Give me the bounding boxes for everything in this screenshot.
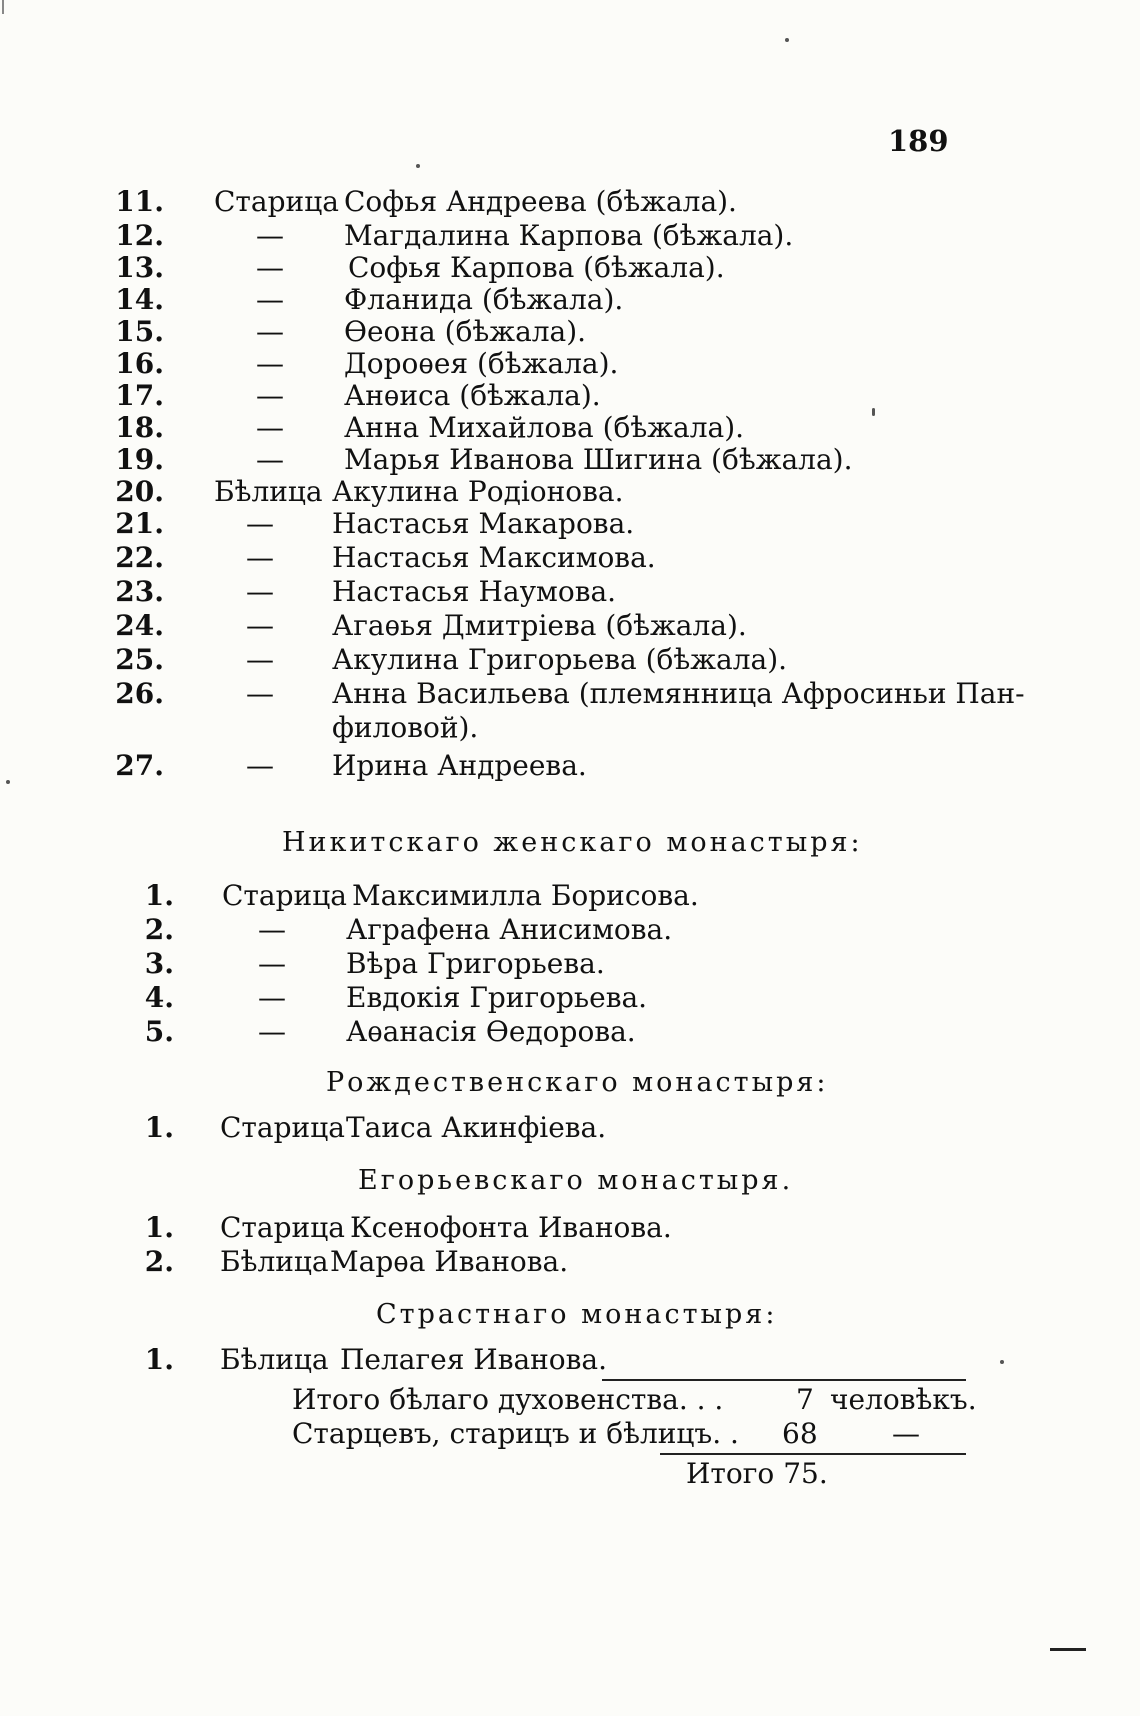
item-name: Анна Михайлова (бѣжала).	[344, 411, 745, 444]
item-name: Софья Андреева (бѣжала).	[344, 185, 737, 218]
monastics-count: 68	[782, 1417, 818, 1450]
list-item	[100, 284, 1000, 316]
item-rank: Старица	[220, 1111, 345, 1144]
item-rank: Старица	[220, 1211, 345, 1244]
list-item	[100, 476, 1000, 508]
item-number: 23.	[115, 575, 164, 608]
item-rank: —	[256, 251, 284, 284]
list-item-continuation	[100, 712, 1000, 744]
list-item	[100, 412, 1000, 444]
item-number: 5.	[144, 1015, 174, 1048]
item-name: Таиса Акинфіева.	[346, 1111, 607, 1144]
section-heading: Егорьевскаго монастыря.	[358, 1165, 794, 1196]
item-rank: —	[258, 1015, 286, 1048]
item-name: Ирина Андреева.	[332, 749, 587, 782]
list-item	[100, 576, 1000, 608]
list-item	[110, 880, 1010, 912]
item-number: 11.	[115, 185, 164, 218]
list-item	[100, 508, 1000, 540]
item-name: Фланида (бѣжала).	[344, 283, 624, 316]
item-number: 27.	[115, 749, 164, 782]
item-name: Ксенофонта Иванова.	[350, 1211, 672, 1244]
list-item	[110, 1344, 1010, 1376]
list-item	[100, 316, 1000, 348]
item-number: 18.	[115, 411, 164, 444]
totals-top-rule	[602, 1379, 966, 1381]
list-item	[110, 1212, 1010, 1244]
item-rank: —	[246, 749, 274, 782]
item-name: Аграфена Анисимова.	[346, 913, 673, 946]
item-number: 2.	[144, 913, 174, 946]
item-number: 24.	[115, 609, 164, 642]
item-number: 4.	[144, 981, 174, 1014]
grand-total: Итого 75.	[686, 1457, 828, 1490]
list-item	[110, 1246, 1010, 1278]
item-name: Дороѳея (бѣжала).	[344, 347, 619, 380]
item-name: Евдокія Григорьева.	[346, 981, 648, 1014]
item-rank: —	[246, 575, 274, 608]
item-rank: Бѣлица	[220, 1245, 329, 1278]
monastics-unit: —	[892, 1417, 920, 1450]
item-name: Агаѳья Дмитріева (бѣжала).	[332, 609, 747, 642]
item-rank: Старица	[222, 879, 347, 912]
scan-speck	[785, 38, 789, 42]
item-rank: Бѣлица	[214, 475, 323, 508]
page-number: 189	[888, 124, 949, 158]
section-heading: Страстнаго монастыря:	[376, 1299, 778, 1330]
item-name: Магдалина Карпова (бѣжала).	[344, 219, 794, 252]
item-rank: Бѣлица	[220, 1343, 329, 1376]
item-rank: —	[256, 411, 284, 444]
scan-edge-mark	[2, 0, 4, 14]
item-number: 1.	[144, 1211, 174, 1244]
item-name: филовой).	[332, 711, 479, 744]
item-rank: —	[258, 981, 286, 1014]
list-item	[110, 914, 1010, 946]
item-name: Ѳеона (бѣжала).	[344, 315, 587, 348]
item-rank: —	[256, 379, 284, 412]
item-number: 1.	[144, 1343, 174, 1376]
item-name: Максимилла Борисова.	[352, 879, 699, 912]
list-item	[100, 677, 1025, 710]
item-rank: —	[256, 443, 284, 476]
item-name: Марья Иванова Шигина (бѣжала).	[344, 443, 853, 476]
scan-dash-mark	[1050, 1648, 1086, 1651]
item-name: Акулина Родіонова.	[332, 475, 624, 508]
white-clergy-unit: человѣкъ.	[830, 1383, 977, 1416]
item-number: 22.	[115, 541, 164, 574]
list-item	[110, 982, 1010, 1014]
list-item	[100, 220, 1000, 252]
list-item	[100, 252, 1000, 284]
item-name: Анѳиса (бѣжала).	[344, 379, 601, 412]
item-name: Акулина Григорьева (бѣжала).	[332, 643, 788, 676]
item-number: 20.	[115, 475, 164, 508]
item-rank: —	[246, 609, 274, 642]
item-name: Вѣра Григорьева.	[346, 947, 605, 980]
item-name: Настасья Наумова.	[332, 575, 617, 608]
list-item	[100, 750, 1000, 782]
list-item	[100, 186, 1000, 218]
item-number: 1.	[144, 1111, 174, 1144]
item-number: 1.	[144, 879, 174, 912]
section-heading: Рождественскаго монастыря:	[326, 1067, 829, 1098]
monastics-label: Старцевъ, старицъ и бѣлицъ. .	[292, 1417, 739, 1450]
list-item	[100, 380, 1000, 412]
list-item	[110, 1112, 1010, 1144]
list-item	[110, 1016, 1010, 1048]
item-rank: —	[246, 677, 274, 710]
item-rank: —	[256, 219, 284, 252]
item-name: Анна Васильева (племянница Афросиньи Пан-	[332, 677, 1025, 710]
item-rank: —	[256, 283, 284, 316]
item-number: 17.	[115, 379, 164, 412]
item-rank: —	[246, 507, 274, 540]
item-number: 21.	[115, 507, 164, 540]
item-number: 12.	[115, 219, 164, 252]
scan-speck	[416, 164, 420, 168]
white-clergy-total	[292, 1383, 977, 1416]
list-item	[100, 444, 1000, 476]
list-item	[100, 610, 1000, 642]
item-number: 2.	[144, 1245, 174, 1278]
item-rank: —	[256, 347, 284, 380]
item-name: Аѳанасія Ѳедорова.	[346, 1015, 636, 1048]
item-name: Пелагея Иванова.	[340, 1343, 608, 1376]
list-item	[110, 948, 1010, 980]
item-number: 14.	[115, 283, 164, 316]
list-item	[100, 644, 1000, 676]
item-rank: Старица	[214, 185, 339, 218]
item-name: Марѳа Иванова.	[330, 1245, 569, 1278]
monastics-total	[292, 1418, 972, 1450]
item-rank: —	[246, 643, 274, 676]
item-rank: —	[246, 541, 274, 574]
list-item	[100, 348, 1000, 380]
section-heading: Никитскаго женскаго монастыря:	[282, 827, 863, 858]
item-name: Настасья Максимова.	[332, 541, 656, 574]
item-number: 19.	[115, 443, 164, 476]
white-clergy-count: 7	[796, 1383, 814, 1416]
item-name: Настасья Макарова.	[332, 507, 635, 540]
item-rank: —	[258, 913, 286, 946]
item-number: 26.	[115, 677, 164, 710]
item-rank: —	[258, 947, 286, 980]
item-number: 15.	[115, 315, 164, 348]
item-rank: —	[256, 315, 284, 348]
scan-speck	[6, 780, 10, 784]
item-number: 3.	[144, 947, 174, 980]
white-clergy-label: Итого бѣлаго духовенства. . .	[292, 1383, 724, 1416]
list-item	[100, 542, 1000, 574]
item-name: Софья Карпова (бѣжала).	[348, 251, 725, 284]
item-number: 13.	[115, 251, 164, 284]
item-number: 16.	[115, 347, 164, 380]
totals-bottom-rule	[660, 1453, 966, 1455]
item-number: 25.	[115, 643, 164, 676]
